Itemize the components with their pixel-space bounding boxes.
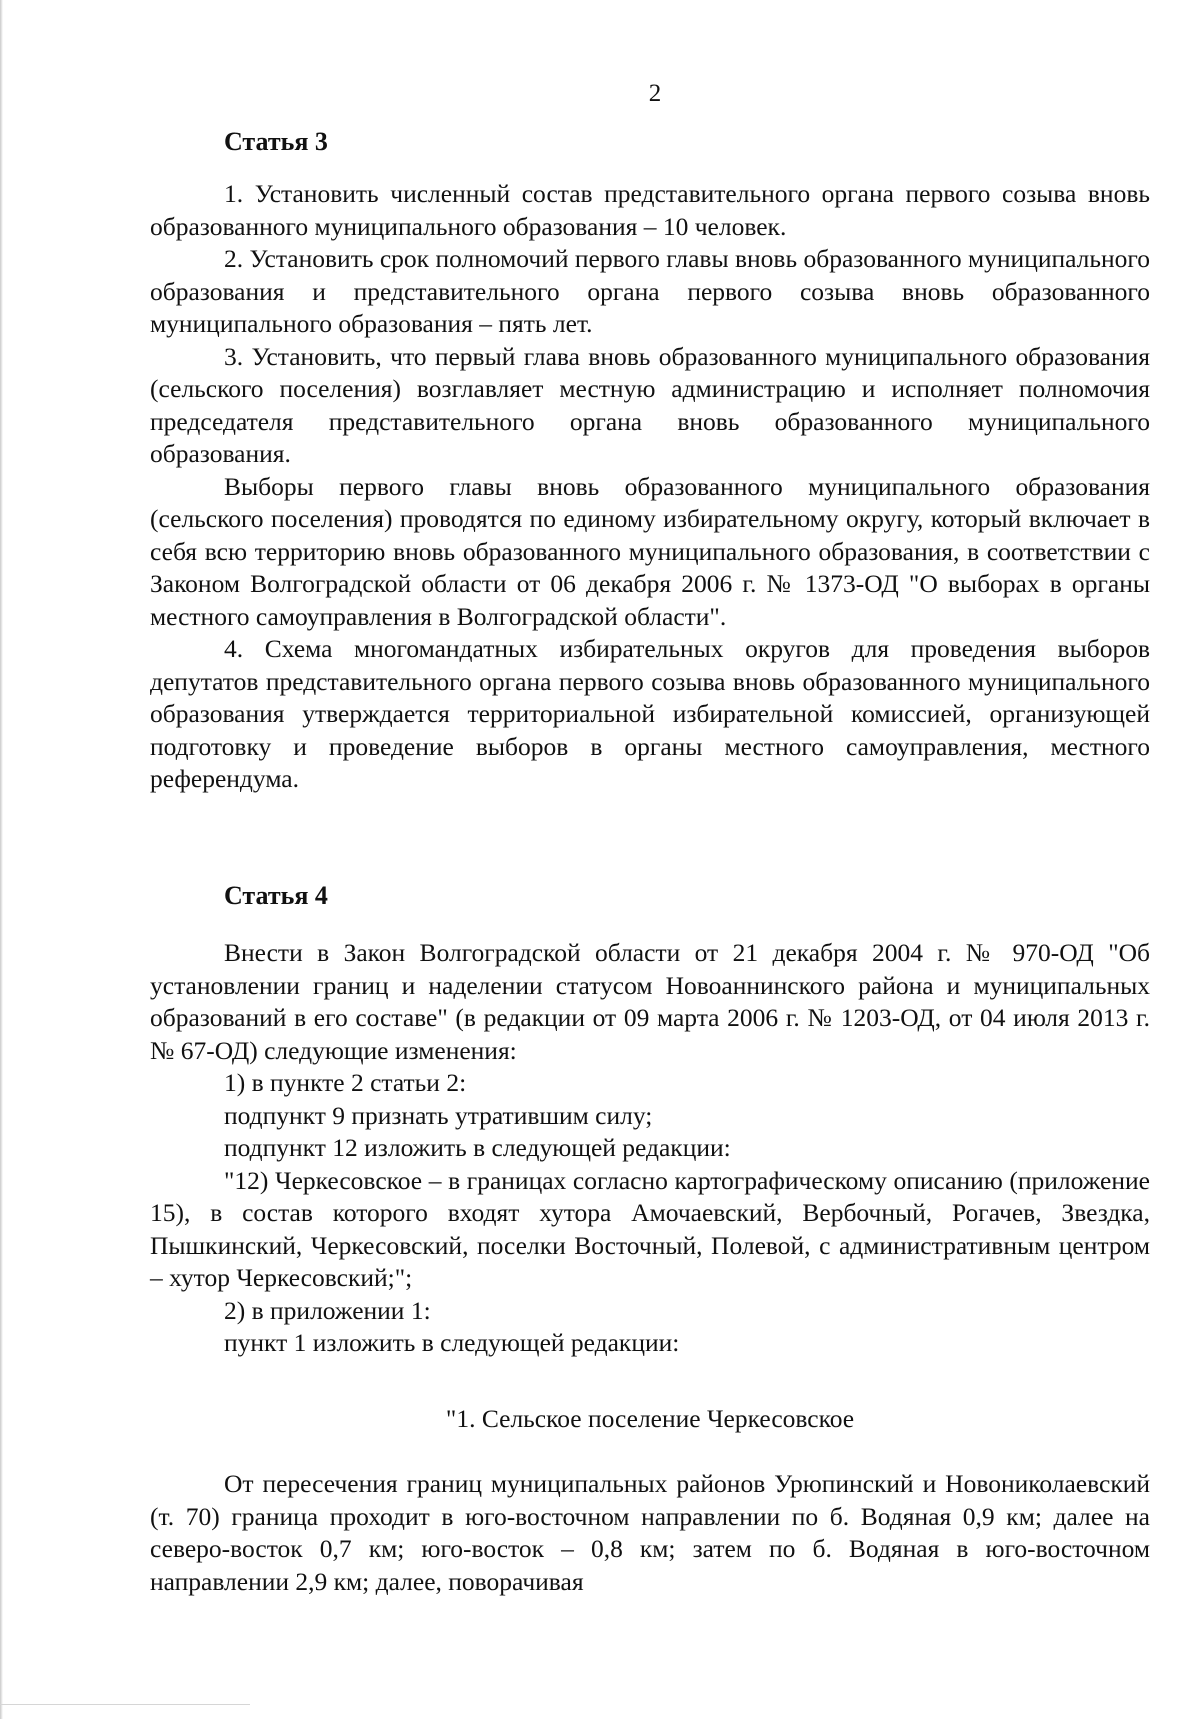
- article-3-paragraph-2: 2. Установить срок полномочий первого главы вновь образованного муниципального образования и представительного органа первого созыва вновь образованного муниципального образования – пять лет.: [150, 244, 1150, 338]
- article-3-paragraph-5: 4. Схема многомандатных избирательных округов для проведения выборов депутатов представительного органа первого созыва вновь образованного муниципального образования утверждается территориальной избирательной комиссией, организующей подготовку и проведение выборов в органы местного самоуправления, местного референдума.: [150, 634, 1150, 793]
- article-4-point-1: пункт 1 изложить в следующей редакции:: [224, 1328, 680, 1357]
- article-4-item-1: 1) в пункте 2 статьи 2:: [224, 1068, 467, 1097]
- scan-edge-shadow: [0, 0, 3, 1719]
- boundary-text: От пересечения границ муниципальных районов Урюпинский и Новониколаевский (т. 70) граница проходит в юго-восточном направлении по б. Водяная 0,9 км; далее на северо-восток 0,7 км; юго-восток – 0,8 км; затем по б. Водяная в юго-восточном направлении 2,9 км; далее, поворачивая: [150, 1469, 1150, 1596]
- page-number: 2: [648, 80, 662, 107]
- article-3-body: [150, 178, 1150, 796]
- scan-edge-line: [0, 1704, 250, 1705]
- article-4-body: [150, 937, 1150, 1360]
- article-4-subitem-9: подпункт 9 признать утратившим силу;: [224, 1100, 653, 1130]
- article-3-paragraph-4: Выборы первого главы вновь образованного муниципального образования (сельского поселения) проводятся по единому избирательному округу, который включает в себя всю территорию вновь образованного муниципального образования, в соответствии с Законом Волгоградской области от 06 декабря 2006 г. № 1373-ОД "О выборах в органы местного самоуправления в Волгоградской области".: [150, 471, 1150, 631]
- settlement-title: "1. Сельское поселение Черкесовское: [445, 1404, 855, 1433]
- article-3-paragraph-3: 3. Установить, что первый глава вновь образованного муниципального образования (сельского поселения) возглавляет местную администрацию и исполняет полномочия председателя представительного органа вновь образованного муниципального образования.: [150, 341, 1150, 468]
- boundary-description: [150, 1468, 1150, 1598]
- article-3-paragraph-1: 1. Установить численный состав представительного органа первого созыва вновь образованного муниципального образования – 10 человек.: [150, 179, 1150, 241]
- article-4-subitem-12: подпункт 12 изложить в следующей редакции:: [224, 1133, 731, 1162]
- article-4-intro: Внести в Закон Волгоградской области от 21 декабря 2004 г. № 970-ОД "Об установлении границ и наделении статусом Новоаннинского района и муниципальных образований в его составе" (в редакции от 09 марта 2006 г. № 1203-ОД, от 04 июля 2013 г. № 67-ОД) следующие изменения:: [150, 938, 1150, 1065]
- article-3-heading: Статья 3: [224, 127, 328, 156]
- article-4-item-2: 2) в приложении 1:: [224, 1295, 431, 1325]
- article-4-heading: Статья 4: [224, 881, 328, 910]
- article-4-subitem-12-text: "12) Черкесовское – в границах согласно картографическому описанию (приложение 15), в состав которого входят хутора Амочаевский, Вербочный, Рогачев, Звездка, Пышкинский, Черкесовский, поселки Восточный, Полевой, с административным центром – хутор Черкесовский;";: [150, 1165, 1150, 1292]
